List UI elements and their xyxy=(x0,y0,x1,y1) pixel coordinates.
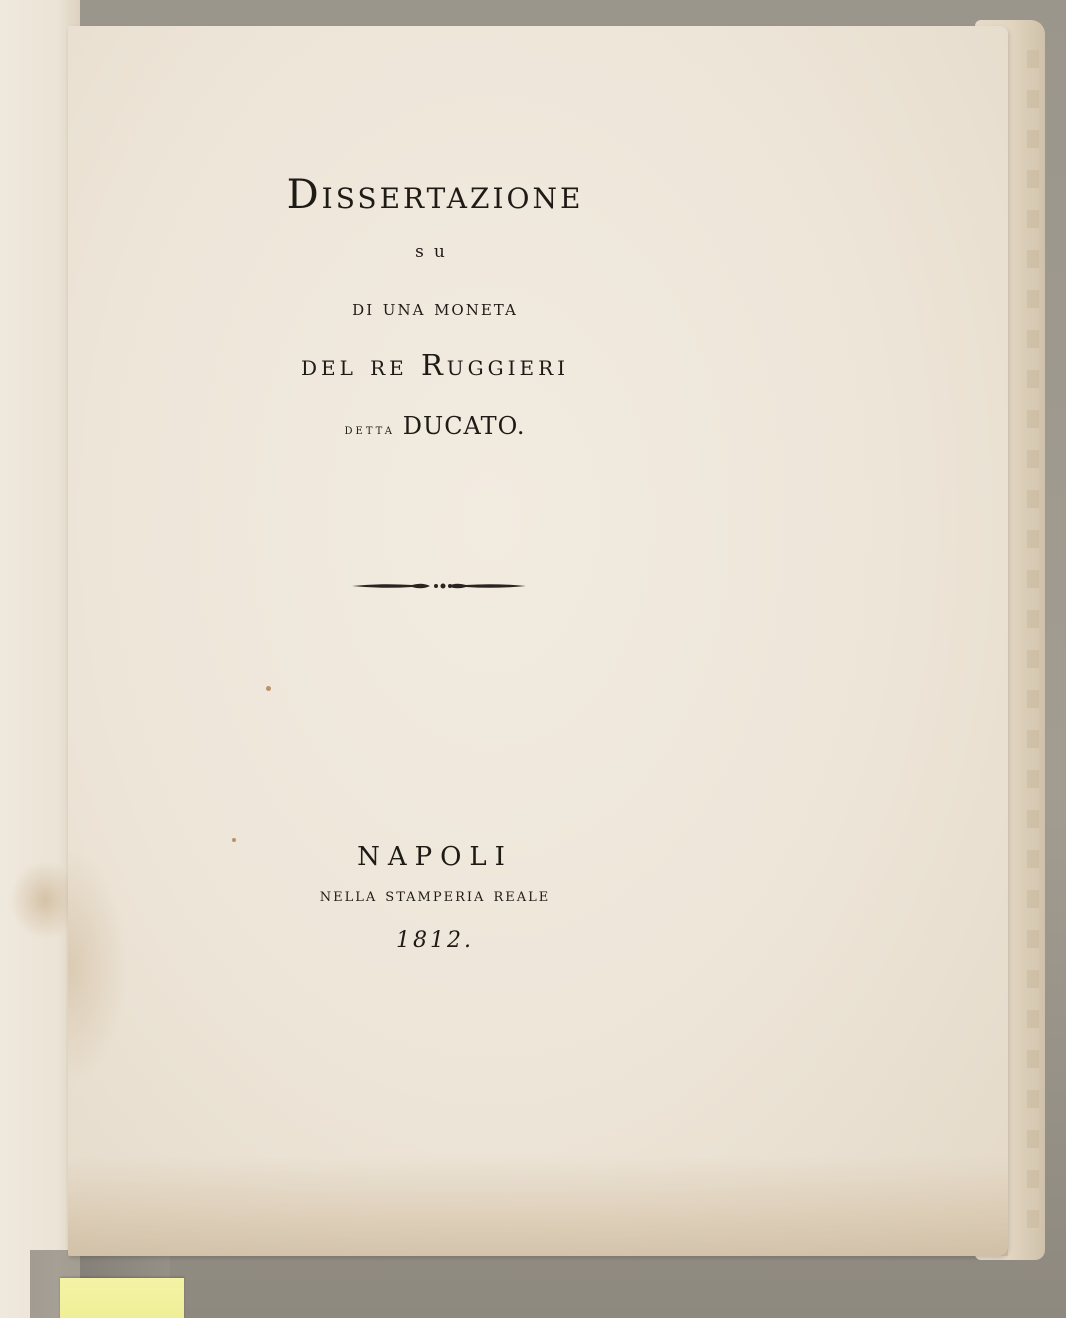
ornament-divider xyxy=(352,578,526,594)
water-stain-bottom xyxy=(68,1156,1008,1256)
imprint-place: NAPOLI xyxy=(357,842,513,872)
page-title: Dissertazione xyxy=(286,172,584,218)
subtitle-su: su xyxy=(415,242,455,262)
foxing-spot xyxy=(266,686,271,691)
foxing-spot xyxy=(232,838,236,842)
imprint-printer: nella stamperia reale xyxy=(319,884,551,906)
subtitle-moneta: di una moneta xyxy=(352,296,518,320)
sticky-note xyxy=(60,1278,184,1318)
imprint-year: 1812. xyxy=(396,928,474,953)
detta-word: detta xyxy=(344,422,396,438)
subtitle-detta xyxy=(310,412,560,440)
water-stain-left xyxy=(68,846,128,1086)
subtitle-ruggieri: del re Ruggieri xyxy=(300,348,570,382)
ducato-word: DUCATO. xyxy=(402,412,526,440)
